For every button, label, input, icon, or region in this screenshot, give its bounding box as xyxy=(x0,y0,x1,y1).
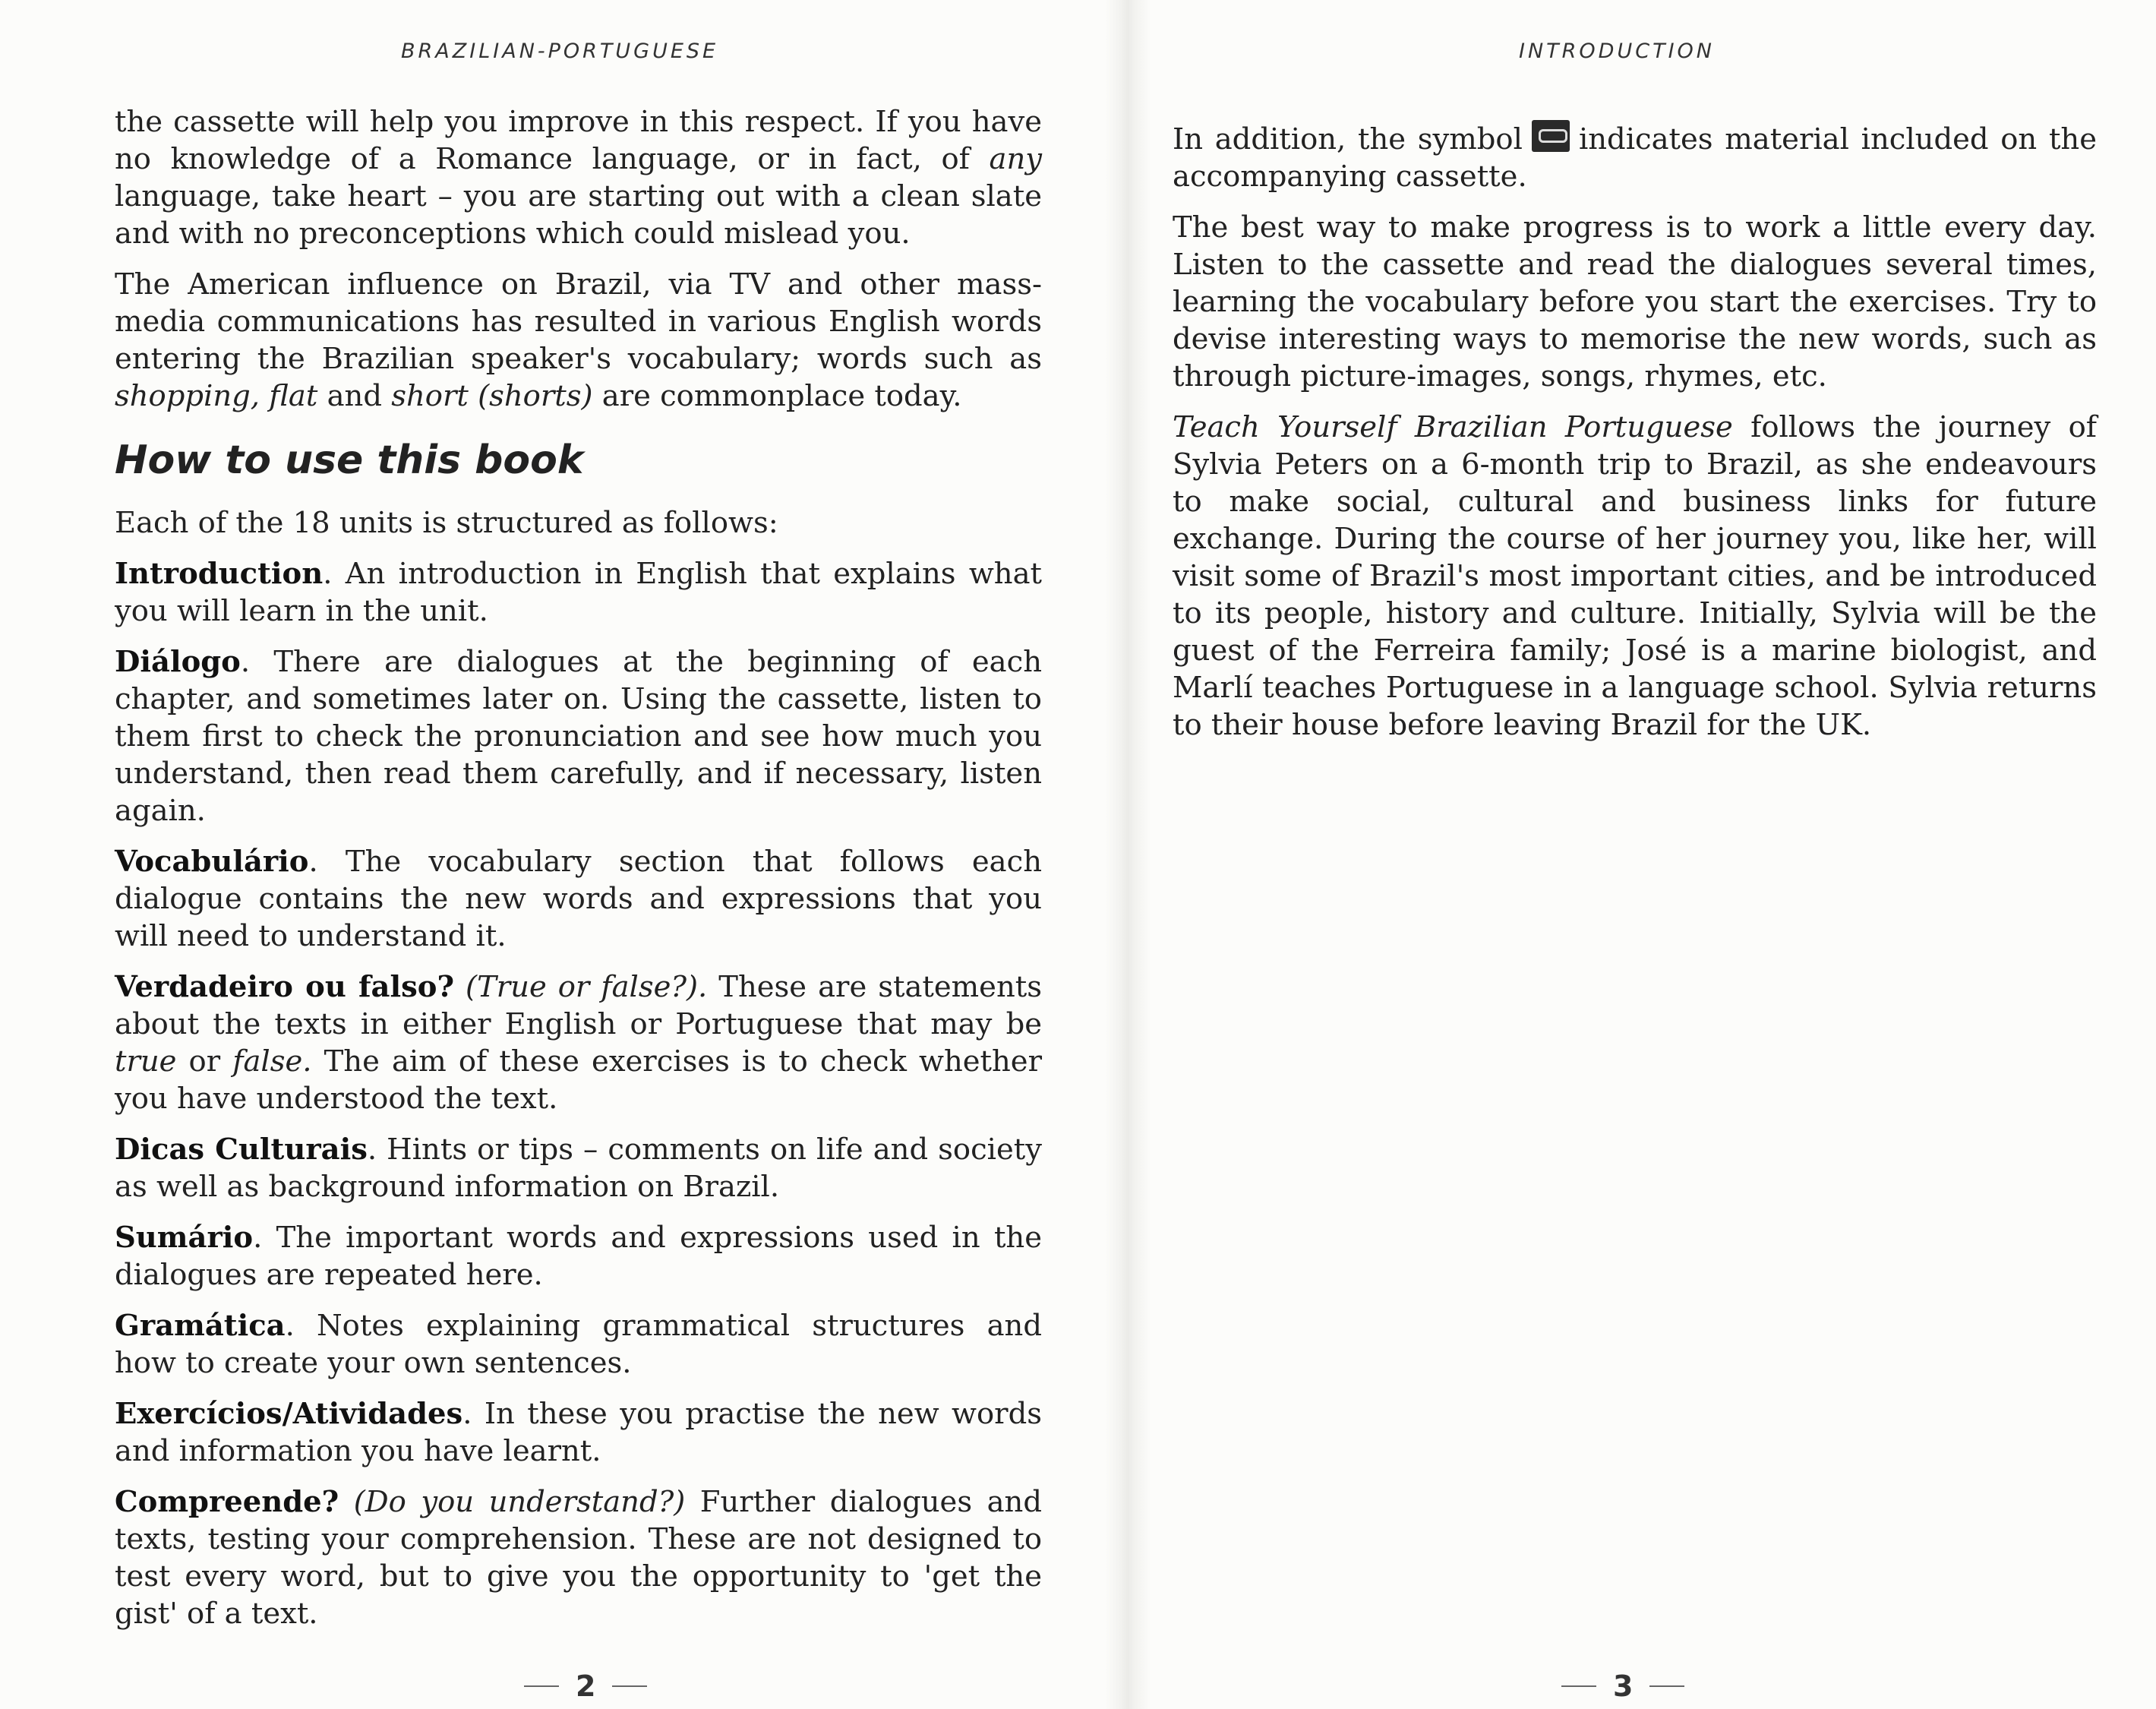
item-vocabulario: Vocabulário. The vocabulary section that follows each dialogue contains the new words and expressions that you will need to understand it. xyxy=(115,845,1042,953)
paragraph-progress: The best way to make progress is to work a little every day. Listen to the cassette and read the dialogues several times, learning the vocabulary before you start the exercises. Try to devise interesting ways to memorise the new words, such as through picture-images, songs, rhymes, etc. xyxy=(1173,210,2097,393)
running-head-left: BRAZILIAN-PORTUGUESE xyxy=(401,39,719,63)
cassette-icon xyxy=(1532,120,1570,152)
page-number-right: 3 xyxy=(1545,1670,1701,1703)
paragraph-symbol: In addition, the symbol indicates material included on the accompanying cassette. xyxy=(1173,120,2097,195)
right-page xyxy=(1109,0,2156,1709)
paragraph-american-influence: The American influence on Brazil, via TV and other mass-media communications has resulted in various English words entering the Brazilian speaker's vocabulary; words such as shopping, flat and short (shorts) are commonplace today. xyxy=(115,267,1042,413)
paragraph-journey: Teach Yourself Brazilian Portuguese follows the journey of Sylvia Peters on a 6-month trip to Brazil, as she endeavours to make social, cultural and business links for future exchange. During the course of her journey you, like her, will visit some of Brazil's most important cities, and be introduced to its people, history and culture. Initially, Sylvia will be the guest of the Ferreira family; José is a marine biologist, and Marlí teaches Portuguese in a language school. Sylvia returns to their house before leaving Brazil for the UK. xyxy=(1173,410,2097,742)
section-heading: How to use this book xyxy=(115,438,584,483)
item-exercicios: Exercícios/Atividades. In these you practise the new words and information you have learnt. xyxy=(115,1397,1042,1468)
page-number-left: 2 xyxy=(507,1670,664,1703)
item-dialogo: Diálogo. There are dialogues at the beginning of each chapter, and sometimes later on. Using the cassette, listen to them first to check the pronunciation and see how much you understand, then read them carefully, and if necessary, listen again. xyxy=(115,645,1042,828)
right-column xyxy=(1173,120,2097,757)
item-sumario: Sumário. The important words and expressions used in the dialogues are repeated here. xyxy=(115,1221,1042,1292)
paragraph-cassette: the cassette will help you improve in this respect. If you have no knowledge of a Romance language, or in fact, of any language, take heart – you are starting out with a clean slate and with no preconceptions which could mislead you. xyxy=(115,105,1042,251)
item-dicas-culturais: Dicas Culturais. Hints or tips – comments on life and society as well as background information on Brazil. xyxy=(115,1132,1042,1204)
item-gramatica: Gramática. Notes explaining grammatical structures and how to create your own sentences. xyxy=(115,1309,1042,1380)
item-verdadeiro-ou-falso: Verdadeiro ou falso? (True or false?). These are statements about the texts in either English or Portuguese that may be true or false. The aim of these exercises is to check whether you have understood the text. xyxy=(115,970,1042,1116)
item-compreende: Compreende? (Do you understand?) Further dialogues and texts, testing your comprehension. These are not designed to test every word, but to give you the opportunity to 'get the gist' of a text. xyxy=(115,1485,1042,1631)
paragraph-units-intro: Each of the 18 units is structured as follows: xyxy=(115,506,778,540)
item-introduction: Introduction. An introduction in English that explains what you will learn in the unit. xyxy=(115,557,1042,628)
running-head-right: INTRODUCTION xyxy=(1519,39,1715,63)
left-column xyxy=(115,103,1042,1646)
